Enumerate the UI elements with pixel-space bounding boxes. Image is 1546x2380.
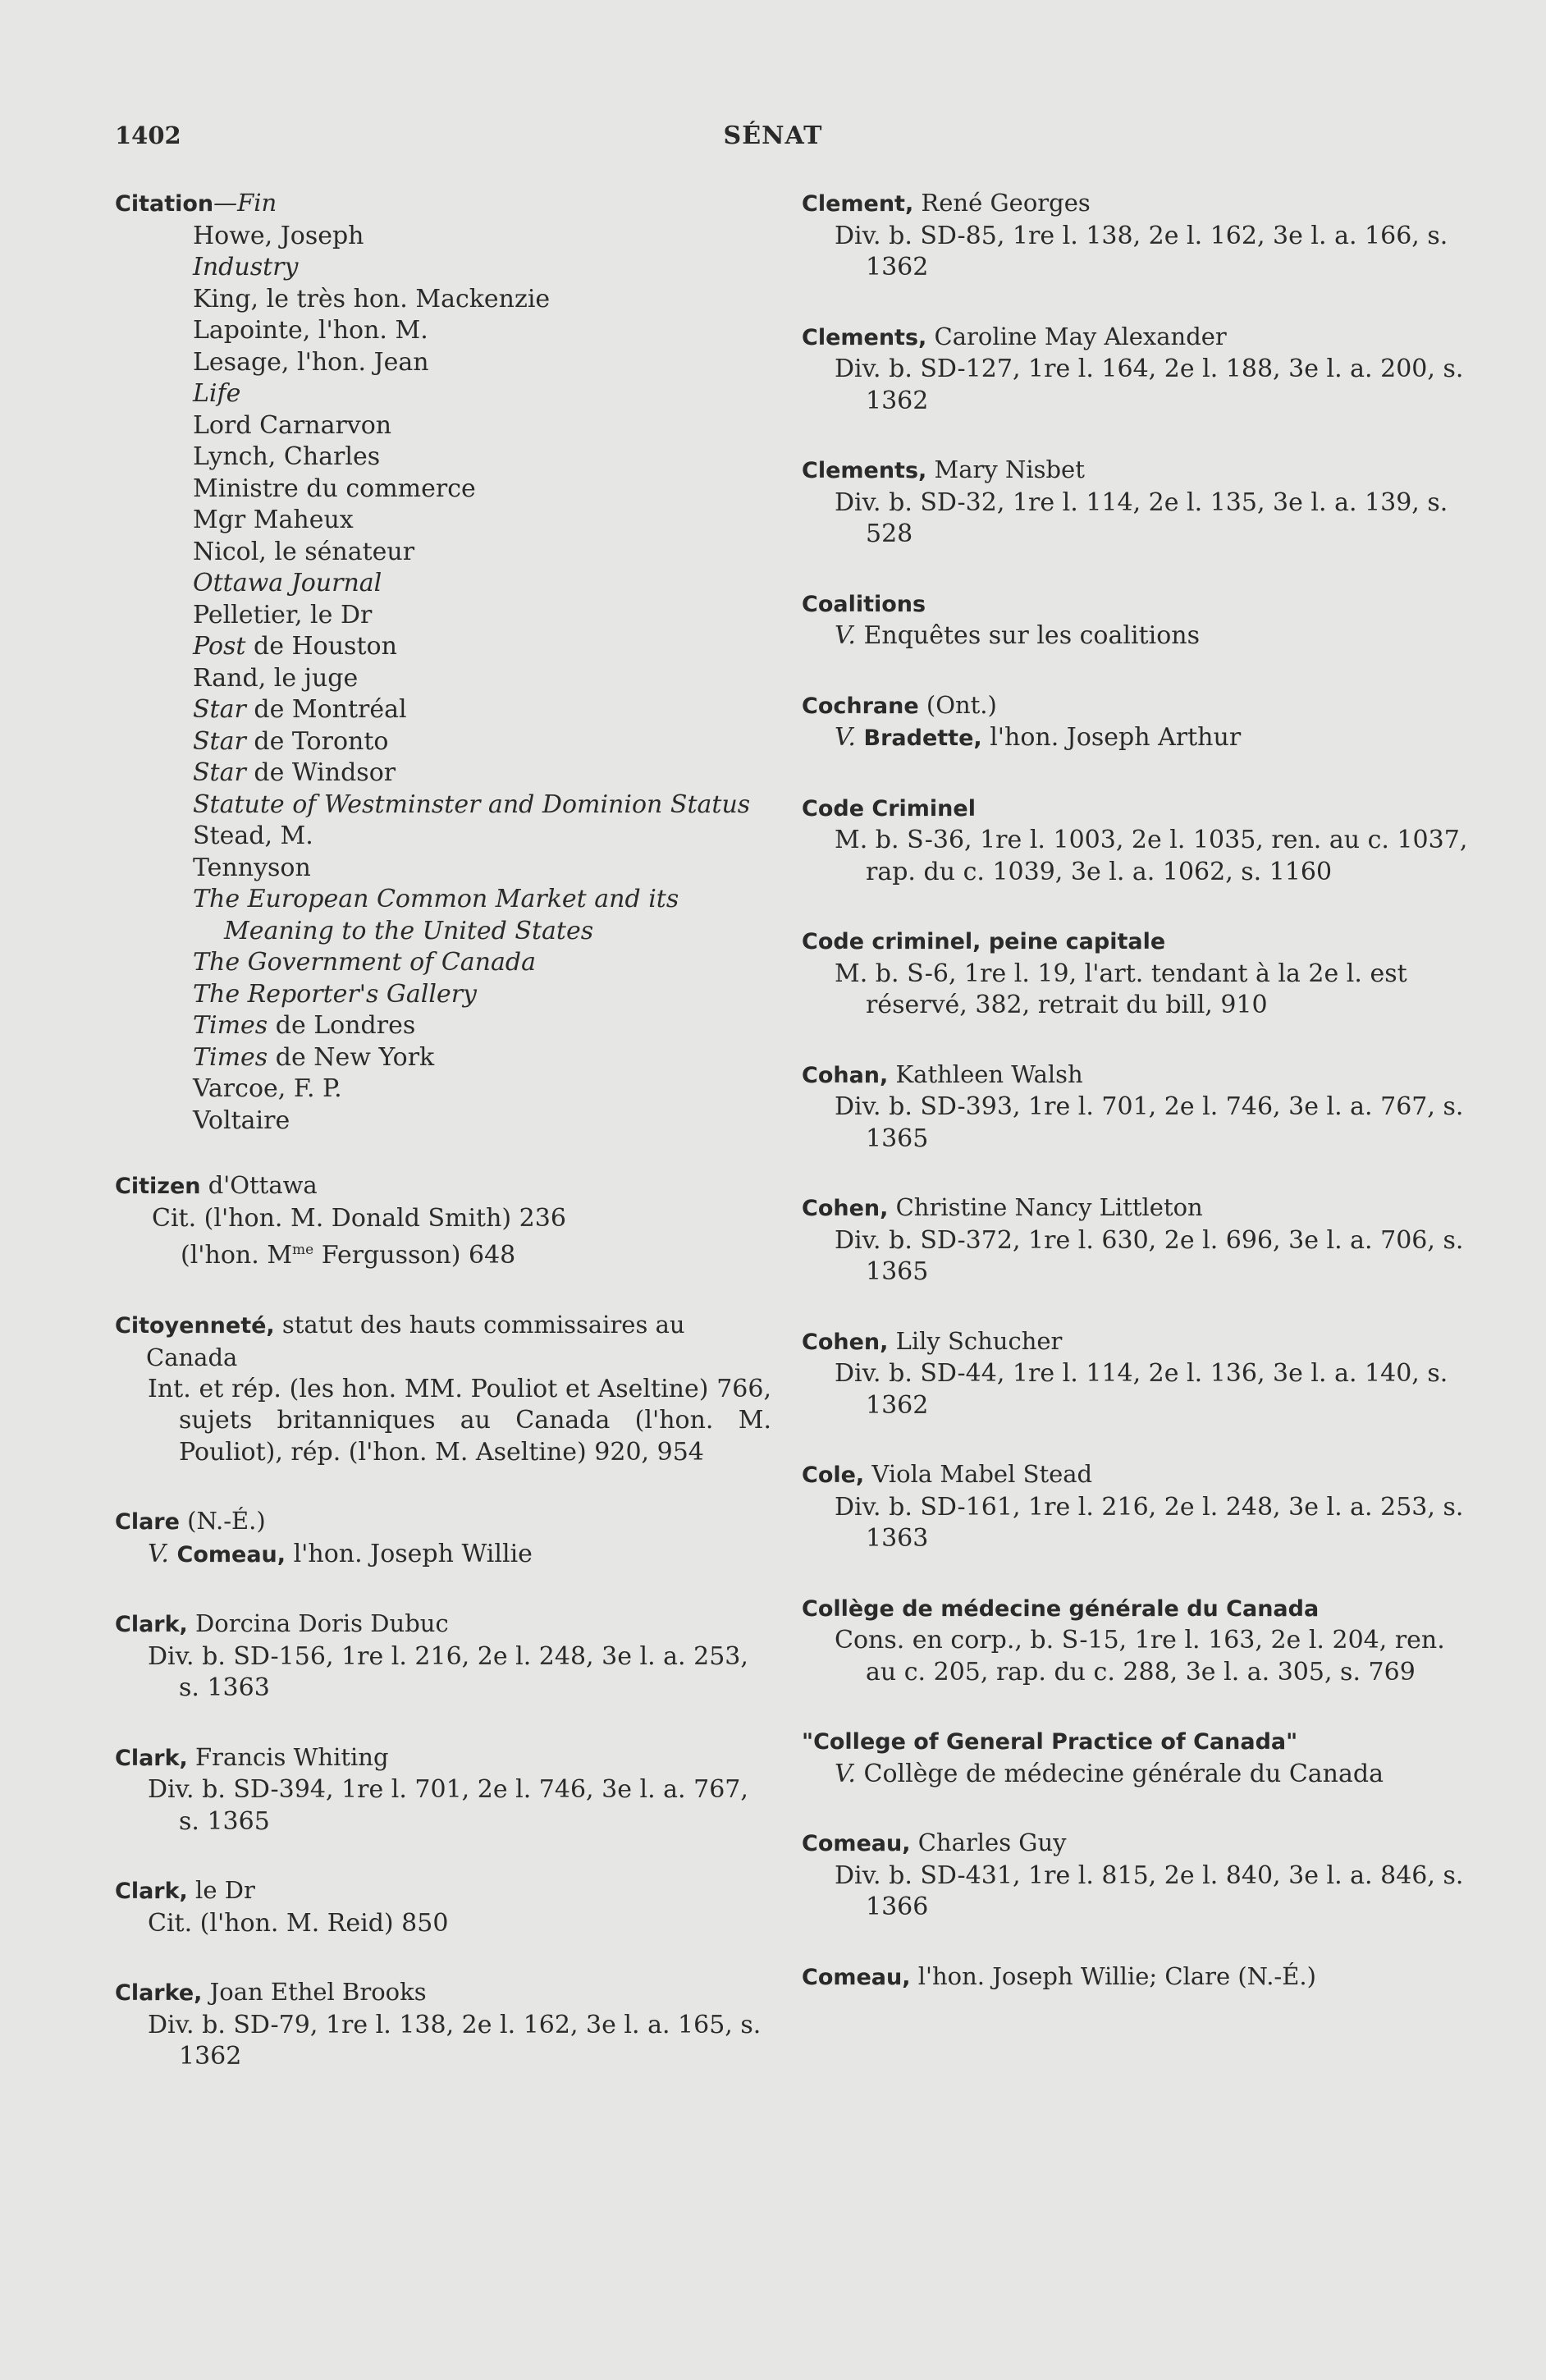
entry-citoyennete: Citoyenneté, statut des hauts commissaires au Canada Int. et rép. (les hon. MM. Pouliot et Aseltine) 766, sujets britanniques au Canada (l'hon. M. Pouliot), rép. (l'hon. M. Aseltine) 920, 954 (115, 1309, 771, 1469)
page-title: SÉNAT (723, 121, 823, 150)
entry-head: Clements, (802, 458, 927, 483)
citation-item: Times de Londres (193, 1011, 416, 1040)
entry-head: Clarke, (115, 1980, 203, 2006)
entry-body: M. b. S-36, 1re l. 1003, 2e l. 1035, ren. au c. 1037, rap. du c. 1039, 3e l. a. 1062, s. 1160 (835, 826, 1468, 886)
entry-head: Comeau, (802, 1964, 911, 1990)
entry-cohan: Cohan, Kathleen Walsh Div. b. SD-393, 1re l. 701, 2e l. 746, 3e l. a. 767, s. 1365 (802, 1059, 1476, 1156)
citation-item: Post de Houston (193, 632, 397, 661)
entry-code-criminel (802, 792, 1476, 889)
entry-college (802, 1592, 1476, 1689)
citation-item: Pelletier, le Dr (193, 600, 373, 629)
entry-cole: Cole, Viola Mabel Stead Div. b. SD-161, 1re l. 216, 2e l. 248, 3e l. a. 253, s. 1363 (802, 1458, 1476, 1555)
citation-item: Rand, le juge (193, 663, 359, 693)
entry-body: Div. b. SD-79, 1re l. 138, 2e l. 162, 3e l. a. 165, s. 1362 (148, 2010, 762, 2071)
citation-item: Star de Montréal (193, 695, 407, 724)
entry-head: Code criminel, peine capitale (802, 929, 1166, 954)
entry-body: Div. b. SD-156, 1re l. 216, 2e l. 248, 3e l. a. 253, s. 1363 (148, 1641, 748, 1702)
left-column (115, 187, 771, 2110)
entry-head: Cole, (802, 1462, 865, 1488)
entry-body: Div. b. SD-372, 1re l. 630, 2e l. 696, 3e l. a. 706, s. 1365 (835, 1225, 1464, 1286)
citation-item: Howe, Joseph (193, 221, 364, 250)
page-header (0, 121, 1546, 154)
entry-body: Cit. (l'hon. M. Donald Smith) 236 (l'hon. $M^{me}$ Fergusson) 648 (152, 1203, 566, 1270)
entry-cohen-christine: Cohen, Christine Nancy Littleton Div. b. SD-372, 1re l. 630, 2e l. 696, 3e l. a. 706, s. 1365 (802, 1192, 1476, 1288)
entry-body: Div. b. SD-32, 1re l. 114, 2e l. 135, 3e l. a. 139, s. 528 (835, 487, 1448, 548)
citation-item: Lesage, l'hon. Jean (193, 347, 429, 377)
entry-clark-dr: Clark, le Dr Cit. (l'hon. M. Reid) 850 (115, 1874, 771, 1939)
entry-body: Div. b. SD-44, 1re l. 114, 2e l. 136, 3e l. a. 140, s. 1362 (835, 1359, 1448, 1420)
entry-code-criminel-peine (802, 925, 1476, 1022)
entry-body: M. b. S-6, 1re l. 19, l'art. tendant à la 2e l. est réservé, 382, retrait du bill, 910 (835, 959, 1407, 1019)
entry-body: Div. b. SD-161, 1re l. 216, 2e l. 248, 3e l. a. 253, s. 1363 (835, 1492, 1464, 1553)
entry-head: Clark, (115, 1612, 188, 1637)
entry-head: Citation (115, 191, 214, 217)
entry-body: V. Bradette, l'hon. Joseph Arthur (835, 723, 1242, 752)
entry-head: Comeau, (802, 1831, 911, 1856)
citation-item: Voltaire (193, 1105, 290, 1135)
entry-body: Cit. (l'hon. M. Reid) 850 (148, 1908, 449, 1938)
citation-item: Nicol, le sénateur (193, 537, 415, 566)
entry-clark-dorcina: Clark, Dorcina Doris Dubuc Div. b. SD-156, 1re l. 216, 2e l. 248, 3e l. a. 253, s. 1363 (115, 1608, 771, 1705)
entry-head: Citizen (115, 1174, 201, 1199)
entry-comeau-charles: Comeau, Charles Guy Div. b. SD-431, 1re l. 815, 2e l. 840, 3e l. a. 846, s. 1366 (802, 1827, 1476, 1924)
entry-head: Clark, (115, 1879, 188, 1904)
citation-item: The Government of Canada (193, 948, 536, 977)
entry-body: Div. b. SD-393, 1re l. 701, 2e l. 746, 3e l. a. 767, s. 1365 (835, 1092, 1464, 1153)
entry-body: Cons. en corp., b. S-15, 1re l. 163, 2e l. 204, ren. au c. 205, rap. du c. 288, 3e l. a. 305, s. 769 (835, 1626, 1445, 1687)
citation-item: Lord Carnarvon (193, 410, 392, 440)
citation-item: Lapointe, l'hon. M. (193, 316, 428, 345)
entry-citation (115, 187, 771, 1137)
entry-cochrane: Cochrane (Ont.) V. Bradette, l'hon. Joseph Arthur (802, 689, 1476, 755)
citation-item: Tennyson (193, 853, 311, 882)
entry-body: Div. b. SD-394, 1re l. 701, 2e l. 746, 3e l. a. 767, s. 1365 (148, 1775, 748, 1836)
page-number: 1402 (115, 121, 181, 149)
entry-head: Cochrane (802, 693, 919, 719)
entry-clark-francis: Clark, Francis Whiting Div. b. SD-394, 1re l. 701, 2e l. 746, 3e l. a. 767, s. 1365 (115, 1742, 771, 1838)
entry-body: Div. b. SD-431, 1re l. 815, 2e l. 840, 3e l. a. 846, s. 1366 (835, 1861, 1464, 1921)
citation-item: Star de Toronto (193, 726, 389, 756)
entry-head: Clement, (802, 191, 914, 217)
entry-head: Citoyenneté, (115, 1312, 275, 1339)
entry-head: Clare (115, 1509, 180, 1535)
entry-body: Int. et rép. (les hon. MM. Pouliot et Aseltine) 766, sujets britanniques au Canada (l'hon. M. Pouliot), rép. (l'hon. M. Aseltine) 920, 954 (148, 1374, 771, 1467)
citation-item: Statute of Westminster and Dominion Status (193, 790, 751, 819)
citation-item: Mgr Maheux (193, 506, 354, 534)
citation-item: Varcoe, F. P. (193, 1074, 342, 1103)
entry-clements-caroline: Clements, Caroline May Alexander Div. b. SD-127, 1re l. 164, 2e l. 188, 3e l. a. 200, s. 1362 (802, 321, 1476, 418)
entry-clement: Clement, René Georges Div. b. SD-85, 1re l. 138, 2e l. 162, 3e l. a. 166, s. 1362 (802, 187, 1476, 284)
entry-clare: Clare (N.-É.) V. Comeau, l'hon. Joseph Willie (115, 1505, 771, 1571)
citation-item: Stead, M. (193, 822, 313, 850)
entry-body: Div. b. SD-85, 1re l. 138, 2e l. 162, 3e l. a. 166, s. 1362 (835, 221, 1448, 281)
citation-item: Lynch, Charles (193, 442, 381, 471)
entry-college-en (802, 1725, 1476, 1790)
entry-comeau-joseph: Comeau, l'hon. Joseph Willie; Clare (N.-É.) (802, 1961, 1316, 1990)
citation-item: Life (193, 379, 241, 408)
entry-head: Cohan, (802, 1062, 889, 1088)
citation-item: Star de Windsor (193, 758, 396, 787)
citation-item: Industry (193, 253, 299, 281)
entry-head-suffix: —Fin (213, 189, 277, 217)
entry-citizen: Citizen d'Ottawa Cit. (l'hon. M. Donald Smith) 236 (l'hon. $M^{me}$ Fergusson) 648 (115, 1169, 771, 1272)
entry-body: V. Collège de médecine générale du Canada (835, 1759, 1384, 1788)
entry-body: Div. b. SD-127, 1re l. 164, 2e l. 188, 3e l. a. 200, s. 1362 (835, 355, 1464, 415)
entry-head: Clark, (115, 1745, 188, 1771)
citation-item: Times de New York (193, 1042, 435, 1072)
entry-head: Cohen, (802, 1196, 889, 1221)
entry-head: "College of General Practice of Canada" (802, 1729, 1298, 1755)
citation-item: King, le très hon. Mackenzie (193, 284, 551, 314)
entry-cohen-lily: Cohen, Lily Schucher Div. b. SD-44, 1re l. 114, 2e l. 136, 3e l. a. 140, s. 1362 (802, 1325, 1476, 1422)
citation-item: Ministre du commerce (193, 474, 476, 503)
entry-head: Coalitions (802, 591, 926, 617)
citation-item: The Reporter's Gallery (193, 979, 477, 1009)
entry-head: Cohen, (802, 1329, 889, 1355)
entry-head: Code Criminel (802, 795, 976, 822)
entry-body: V. Comeau, l'hon. Joseph Willie (148, 1539, 533, 1568)
entry-coalitions (802, 588, 1476, 652)
citation-list (193, 221, 771, 1137)
entry-head: Clements, (802, 324, 927, 350)
citation-item: The European Common Market and its Meaning to the United States (193, 885, 679, 945)
right-column (802, 187, 1476, 2030)
entry-clarke: Clarke, Joan Ethel Brooks Div. b. SD-79, 1re l. 138, 2e l. 162, 3e l. a. 165, s. 1362 (115, 1976, 771, 2073)
citation-item: Ottawa Journal (193, 569, 382, 597)
entry-clements-mary: Clements, Mary Nisbet Div. b. SD-32, 1re l. 114, 2e l. 135, 3e l. a. 139, s. 528 (802, 454, 1476, 551)
entry-head: Collège de médecine générale du Canada (802, 1595, 1320, 1622)
entry-body: V. Enquêtes sur les coalitions (835, 621, 1200, 650)
